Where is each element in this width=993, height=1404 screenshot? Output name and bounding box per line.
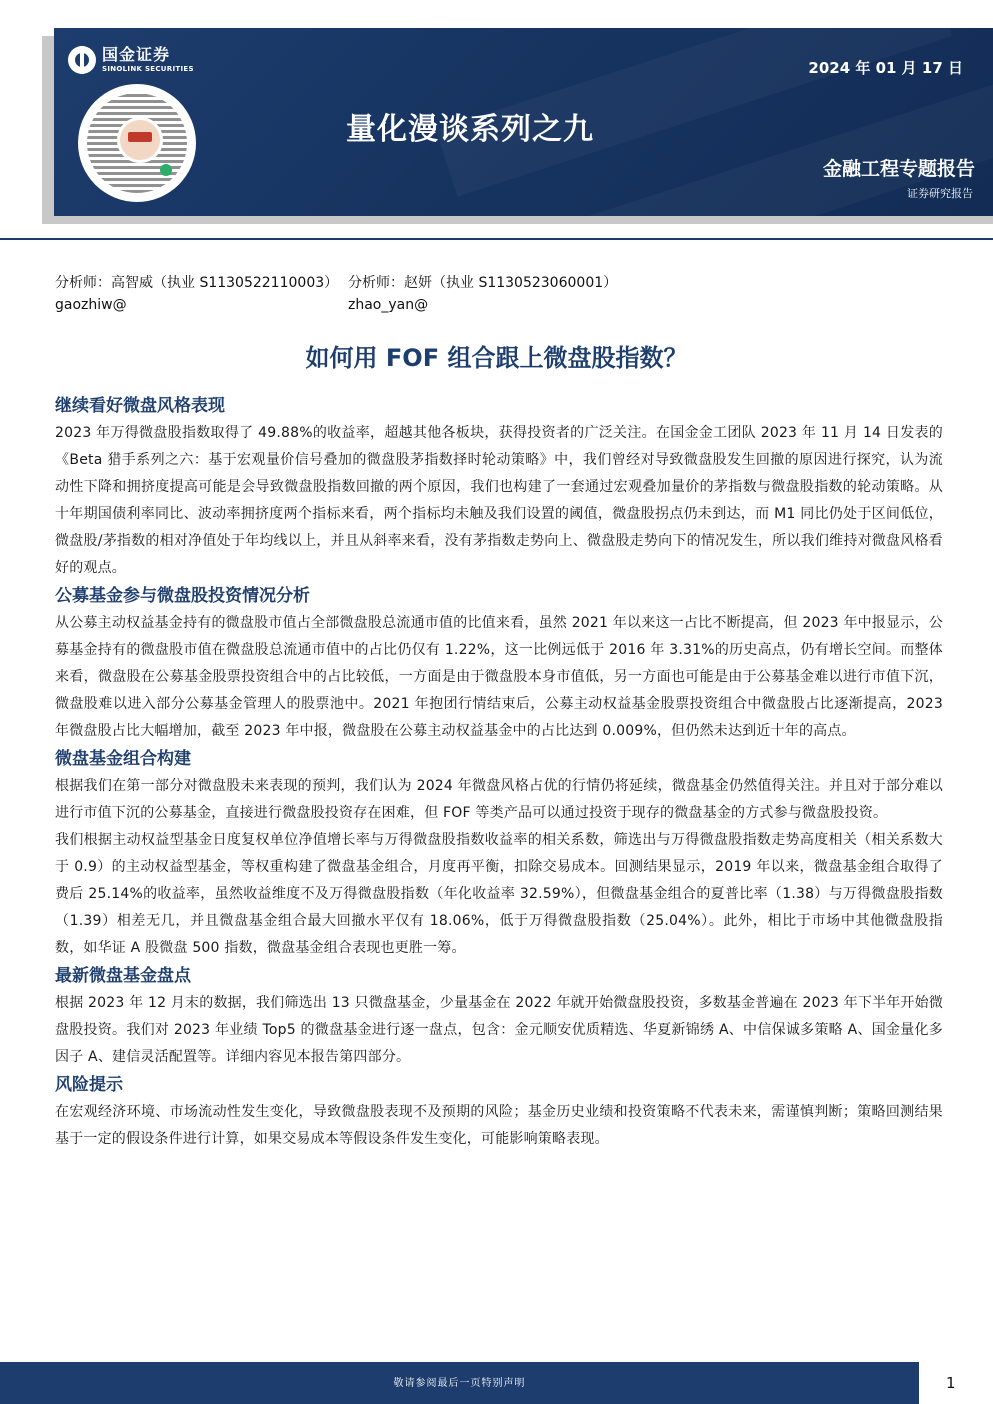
section-paragraph: 2023 年万得微盘股指数取得了 49.88%的收益率，超越其他各板块，获得投资者的广泛关注。在国金金工团队 2023 年 11 月 14 日发表的《Beta 猎手系列之六：基于宏观量价信号叠加的微盘股茅指数择时轮动策略》中，我们曾经对导致微盘股发生回撤的原因进行探究，认为流动性下降和拥挤度提高可能是会导致微盘股指数回撤的两个原因，我们也构建了一套通过宏观叠加量价的茅指数与微盘股指数的轮动策略。从十年期国债利率同比、波动率拥挤度两个指标来看，两个指标均未触及我们设置的阈值，微盘股拐点仍未到达，而 M1 同比仍处于区间低位，微盘股/茅指数的相对净值处于年均线以上，并且从斜率来看，没有茅指数走势向上、微盘股走势向下的情况发生，所以我们维持对微盘风格看好的观点。 bbox=[55, 425, 943, 576]
analyst-2 bbox=[348, 272, 617, 316]
section-fund-review bbox=[55, 962, 943, 1071]
section-heading: 微盘基金组合构建 bbox=[55, 749, 191, 769]
qr-code-icon[interactable] bbox=[78, 84, 196, 202]
section-paragraph: 根据 2023 年 12 月末的数据，我们筛选出 13 只微盘基金，少量基金在 2022 年就开始微盘股投资，多数基金普遍在 2023 年下半年开始微盘股投资。我们对 2023 年业绩 Top5 的微盘基金进行逐一盘点，包含：金元顺安优质精选、华夏新锦绣 A、中信保诚多策略 A、国金量化多因子 A、建信灵活配置等。详细内容见本报告第四部分。 bbox=[55, 995, 944, 1065]
company-name-cn: 国金证券 bbox=[102, 45, 171, 64]
section-heading: 最新微盘基金盘点 bbox=[55, 966, 191, 986]
document-title: 如何用 FOF 组合跟上微盘股指数？ bbox=[305, 344, 688, 372]
mini-program-badge-icon bbox=[160, 164, 172, 176]
section-heading: 继续看好微盘风格表现 bbox=[55, 396, 225, 416]
report-type: 金融工程专题报告 bbox=[822, 158, 975, 180]
section-paragraph: 根据我们在第一部分对微盘股未来表现的预判，我们认为 2024 年微盘风格占优的行情仍将延续，微盘基金仍然值得关注。并且对于部分难以进行市值下沉的公募基金，直接进行微盘股投资存在困难，但 FOF 等类产品可以通过投资于现存的微盘基金的方式参与微盘股投资。 bbox=[55, 778, 943, 821]
analyst-1-email[interactable]: gaozhiw@ bbox=[55, 297, 127, 313]
analyst-1-info: 分析师：高智威（执业 S1130522110003） bbox=[55, 275, 339, 291]
report-subtype: 证券研究报告 bbox=[907, 187, 973, 200]
page-number: 1 bbox=[946, 1374, 956, 1392]
section-public-fund-analysis bbox=[55, 582, 943, 745]
section-heading: 风险提示 bbox=[55, 1075, 123, 1095]
section-outlook bbox=[55, 392, 943, 582]
section-risk-warning bbox=[55, 1071, 943, 1153]
section-paragraph: 在宏观经济环境、市场流动性发生变化，导致微盘股表现不及预期的风险；基金历史业绩和投资策略不代表未来，需谨慎判断；策略回测结果基于一定的假设条件进行计算，如果交易成本等假设条件发生变化，可能影响策略表现。 bbox=[55, 1104, 943, 1147]
analyst-2-email[interactable]: zhao_yan@ bbox=[348, 297, 429, 313]
logo-text bbox=[102, 47, 194, 73]
qr-center-logo bbox=[117, 117, 163, 163]
series-title: 量化漫谈系列之九 bbox=[346, 112, 594, 147]
analyst-2-info: 分析师：赵妍（执业 S1130523060001） bbox=[348, 275, 618, 291]
sinolink-logo-icon bbox=[68, 46, 96, 74]
footer-disclaimer-note: 敬请参阅最后一页特别声明 bbox=[393, 1378, 526, 1389]
company-name-en: SINOLINK SECURITIES bbox=[102, 65, 194, 73]
analyst-1 bbox=[55, 272, 338, 316]
report-body bbox=[55, 392, 943, 1153]
section-paragraph: 从公募主动权益基金持有的微盘股市值占全部微盘股总流通市值的比值来看，虽然 2021 年以来这一占比不断提高，但 2023 年中报显示，公募基金持有的微盘股市值在微盘股总流通市值中的占比仍仅有 1.22%，这一比例远低于 2016 年 3.31%的历史高点，仍有增长空间。而整体来看，微盘股在公募基金股票投资组合中的占比较低，一方面是由于微盘股本身市值低，另一方面也可能是由于公募基金难以进行市值下沉，微盘股难以进入部分公募基金管理人的股票池中。2021 年抱团行情结束后，公募主动权益基金股票投资组合中微盘股占比逐渐提高，2023 年微盘股占比大幅增加，截至 2023 年中报，微盘股在公募主动权益基金中的占比达到 0.009%，但仍然未达到近十年的高点。 bbox=[55, 615, 943, 739]
section-paragraph: 我们根据主动权益型基金日度复权单位净值增长率与万得微盘股指数收益率的相关系数，筛选出与万得微盘股指数走势高度相关（相关系数大于 0.9）的主动权益型基金，等权重构建了微盘基金组合，月度再平衡，扣除交易成本。回测结果显示，2019 年以来，微盘基金组合取得了费后 25.14%的收益率，虽然收益维度不及万得微盘股指数（年化收益率 32.59%），但微盘基金组合的夏普比率（1.38）与万得微盘股指数（1.39）相差无几，并且微盘基金组合最大回撤水平仅有 18.06%，低于万得微盘股指数（25.04%）。此外，相比于市场中其他微盘股指数，如华证 A 股微盘 500 指数，微盘基金组合表现也更胜一筹。 bbox=[55, 832, 943, 956]
company-logo bbox=[68, 42, 218, 78]
section-heading: 公募基金参与微盘股投资情况分析 bbox=[55, 586, 310, 606]
header-divider bbox=[0, 238, 993, 240]
section-portfolio-construction bbox=[55, 745, 943, 962]
report-date: 2024 年 01 月 17 日 bbox=[808, 59, 963, 77]
